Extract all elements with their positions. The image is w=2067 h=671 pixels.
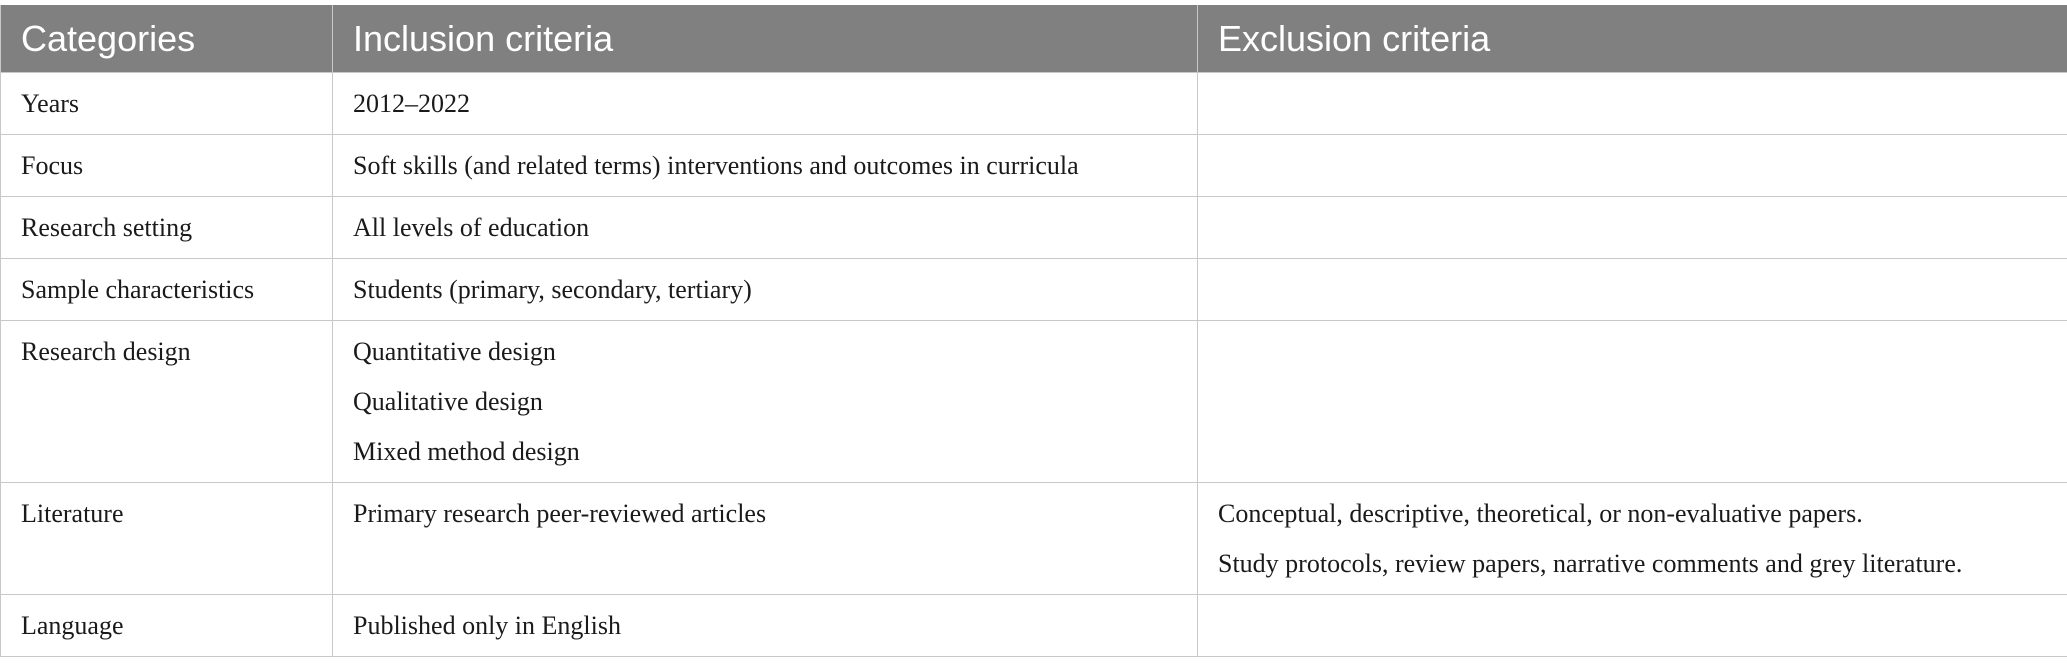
exclusion-cell [1198,197,2067,259]
exclusion-item: Conceptual, descriptive, theoretical, or non-evaluative papers. [1218,499,1863,528]
exclusion-cell [1198,483,2067,595]
category-cell: Language [1,595,333,657]
inclusion-item: Primary research peer-reviewed articles [353,499,767,528]
inclusion-cell [333,135,1198,197]
inclusion-item: 2012–2022 [353,89,470,118]
exclusion-cell [1198,73,2067,135]
inclusion-cell [333,321,1198,483]
inclusion-cell [333,483,1198,595]
category-cell: Sample characteristics [1,259,333,321]
table-row [1,259,2067,321]
table-row [1,595,2067,657]
category-cell: Literature [1,483,333,595]
inclusion-item: Quantitative design [353,337,556,366]
inclusion-cell [333,259,1198,321]
inclusion-item: Qualitative design [353,387,543,416]
inclusion-item: Soft skills (and related terms) interventions and outcomes in curricula [353,151,1079,180]
table-row [1,73,2067,135]
exclusion-cell [1198,595,2067,657]
category-cell: Years [1,73,333,135]
inclusion-item: Students (primary, secondary, tertiary) [353,275,752,304]
criteria-table [0,5,2067,657]
table-row [1,483,2067,595]
exclusion-cell [1198,321,2067,483]
inclusion-item: Mixed method design [353,437,580,466]
exclusion-cell [1198,135,2067,197]
inclusion-cell [333,73,1198,135]
category-cell: Focus [1,135,333,197]
table-row [1,135,2067,197]
inclusion-cell [333,595,1198,657]
inclusion-cell [333,197,1198,259]
category-cell: Research setting [1,197,333,259]
category-cell: Research design [1,321,333,483]
inclusion-item: Published only in English [353,611,621,640]
header-row [1,5,2067,73]
table-row [1,321,2067,483]
header-exclusion-criteria: Exclusion criteria [1198,5,2067,73]
inclusion-item: All levels of education [353,213,590,242]
exclusion-cell [1198,259,2067,321]
header-inclusion-criteria: Inclusion criteria [333,5,1198,73]
exclusion-item: Study protocols, review papers, narrative comments and grey literature. [1218,549,1963,578]
table-row [1,197,2067,259]
header-categories: Categories [1,5,333,73]
